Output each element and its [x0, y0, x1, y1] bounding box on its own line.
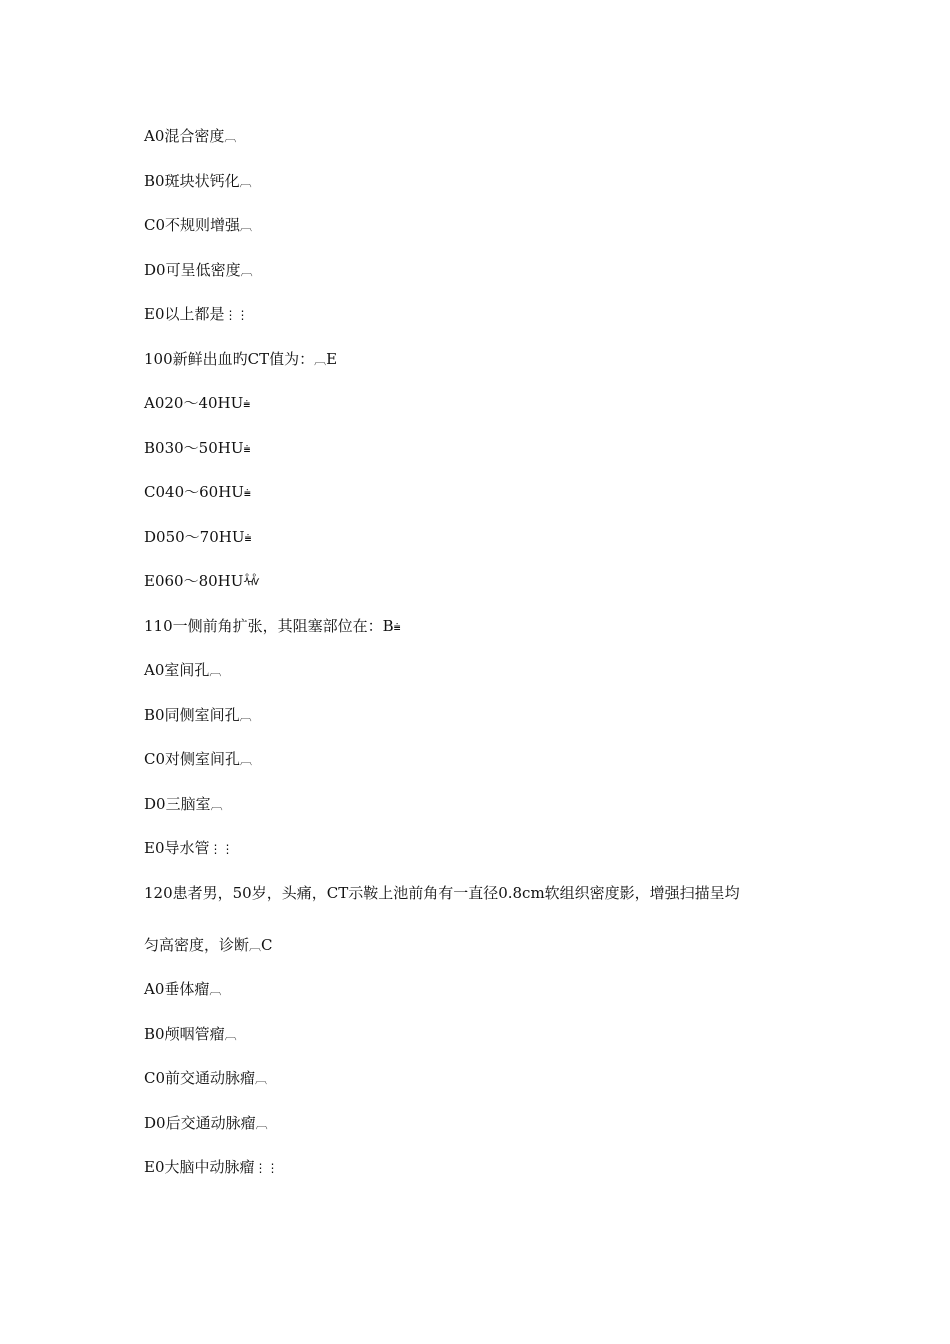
paragraph-mark: ⩧: [393, 619, 401, 634]
option-line: [144, 167, 824, 212]
option-line: [144, 701, 824, 746]
paragraph-mark: ︹: [314, 352, 327, 367]
paragraph-mark: ︹: [209, 983, 222, 997]
option-line: [144, 211, 824, 256]
option-line: [144, 122, 824, 167]
option-text: C040～60HU: [144, 483, 244, 501]
option-line: [144, 1109, 824, 1154]
option-text: B0颅咽管瘤: [144, 1024, 225, 1043]
paragraph-mark: ︹: [249, 938, 262, 953]
paragraph-mark: ⋮⋮: [209, 842, 234, 856]
document-body: [144, 122, 824, 1198]
answer-letter: E: [326, 349, 338, 368]
option-line: [144, 389, 824, 434]
question-line: [144, 612, 824, 657]
paragraph-mark: ⋮⋮: [254, 1161, 279, 1175]
option-text: E0大脑中动脉瘤: [144, 1158, 255, 1176]
paragraph-mark: ⩧: [243, 441, 251, 456]
option-line: [144, 656, 824, 701]
option-line: [144, 745, 824, 790]
answer-letter: C: [261, 935, 273, 954]
paragraph-mark: ︹: [210, 797, 223, 812]
option-line: [144, 1153, 824, 1198]
option-line: [144, 478, 824, 523]
option-line: [144, 300, 824, 345]
question-line: [144, 345, 824, 390]
paragraph-mark: ︹: [209, 664, 222, 678]
paragraph-mark: ⩧: [243, 397, 251, 411]
option-text: D0可呈低密度: [144, 260, 241, 279]
paragraph-mark: ︹: [240, 219, 253, 233]
option-text: A0室间孔: [144, 661, 210, 679]
option-text: D0三脑室: [144, 794, 211, 813]
paragraph-mark: ⩧: [244, 530, 252, 545]
option-line: [144, 790, 824, 835]
question-text: 120患者男，50岁，头痛，CT示鞍上池前角有一直径0.8cm软组织密度影，增强扫描呈均: [144, 883, 740, 902]
paragraph-mark: ︹: [224, 1027, 237, 1042]
paragraph-mark: ︹: [255, 1116, 268, 1131]
option-text: A0垂体瘤: [144, 980, 210, 998]
option-text: B0斑块状钙化: [144, 171, 240, 190]
option-line: [144, 834, 824, 879]
option-text: E060～80HU: [144, 572, 244, 590]
question-line: [144, 879, 824, 931]
option-line: [144, 256, 824, 301]
option-text: C0不规则增强: [144, 216, 241, 234]
question-text: 匀高密度，诊断: [144, 935, 250, 954]
question-line-continued: [144, 931, 824, 976]
paragraph-mark: ︹: [255, 1072, 268, 1086]
paragraph-mark: ︹: [239, 708, 252, 723]
option-line: [144, 523, 824, 568]
paragraph-mark: ᢥᢥ: [243, 575, 260, 589]
paragraph-mark: ︹: [240, 753, 253, 767]
option-text: A020～40HU: [144, 394, 244, 412]
question-text: 100新鲜出血旳CT值为：: [144, 349, 315, 368]
option-text: D050～70HU: [144, 527, 245, 546]
paragraph-mark: ︹: [224, 130, 237, 144]
option-text: C0对侧室间孔: [144, 750, 241, 768]
option-line: [144, 1064, 824, 1109]
paragraph-mark: ︹: [239, 174, 252, 189]
option-text: A0混合密度: [144, 127, 225, 145]
option-line: [144, 567, 824, 612]
option-line: [144, 975, 824, 1020]
option-text: D0后交通动脉瘤: [144, 1113, 256, 1132]
option-text: E0以上都是: [144, 305, 225, 323]
paragraph-mark: ⋮⋮: [224, 308, 249, 322]
option-text: B0同侧室间孔: [144, 705, 240, 724]
option-text: C0前交通动脉瘤: [144, 1069, 256, 1087]
option-text: E0导水管: [144, 839, 210, 857]
question-text: 110一侧前角扩张，其阻塞部位在：B: [144, 616, 394, 635]
paragraph-mark: ⩧: [243, 486, 251, 500]
option-line: [144, 434, 824, 479]
paragraph-mark: ︹: [240, 263, 253, 278]
option-line: [144, 1020, 824, 1065]
option-text: B030～50HU: [144, 438, 244, 457]
